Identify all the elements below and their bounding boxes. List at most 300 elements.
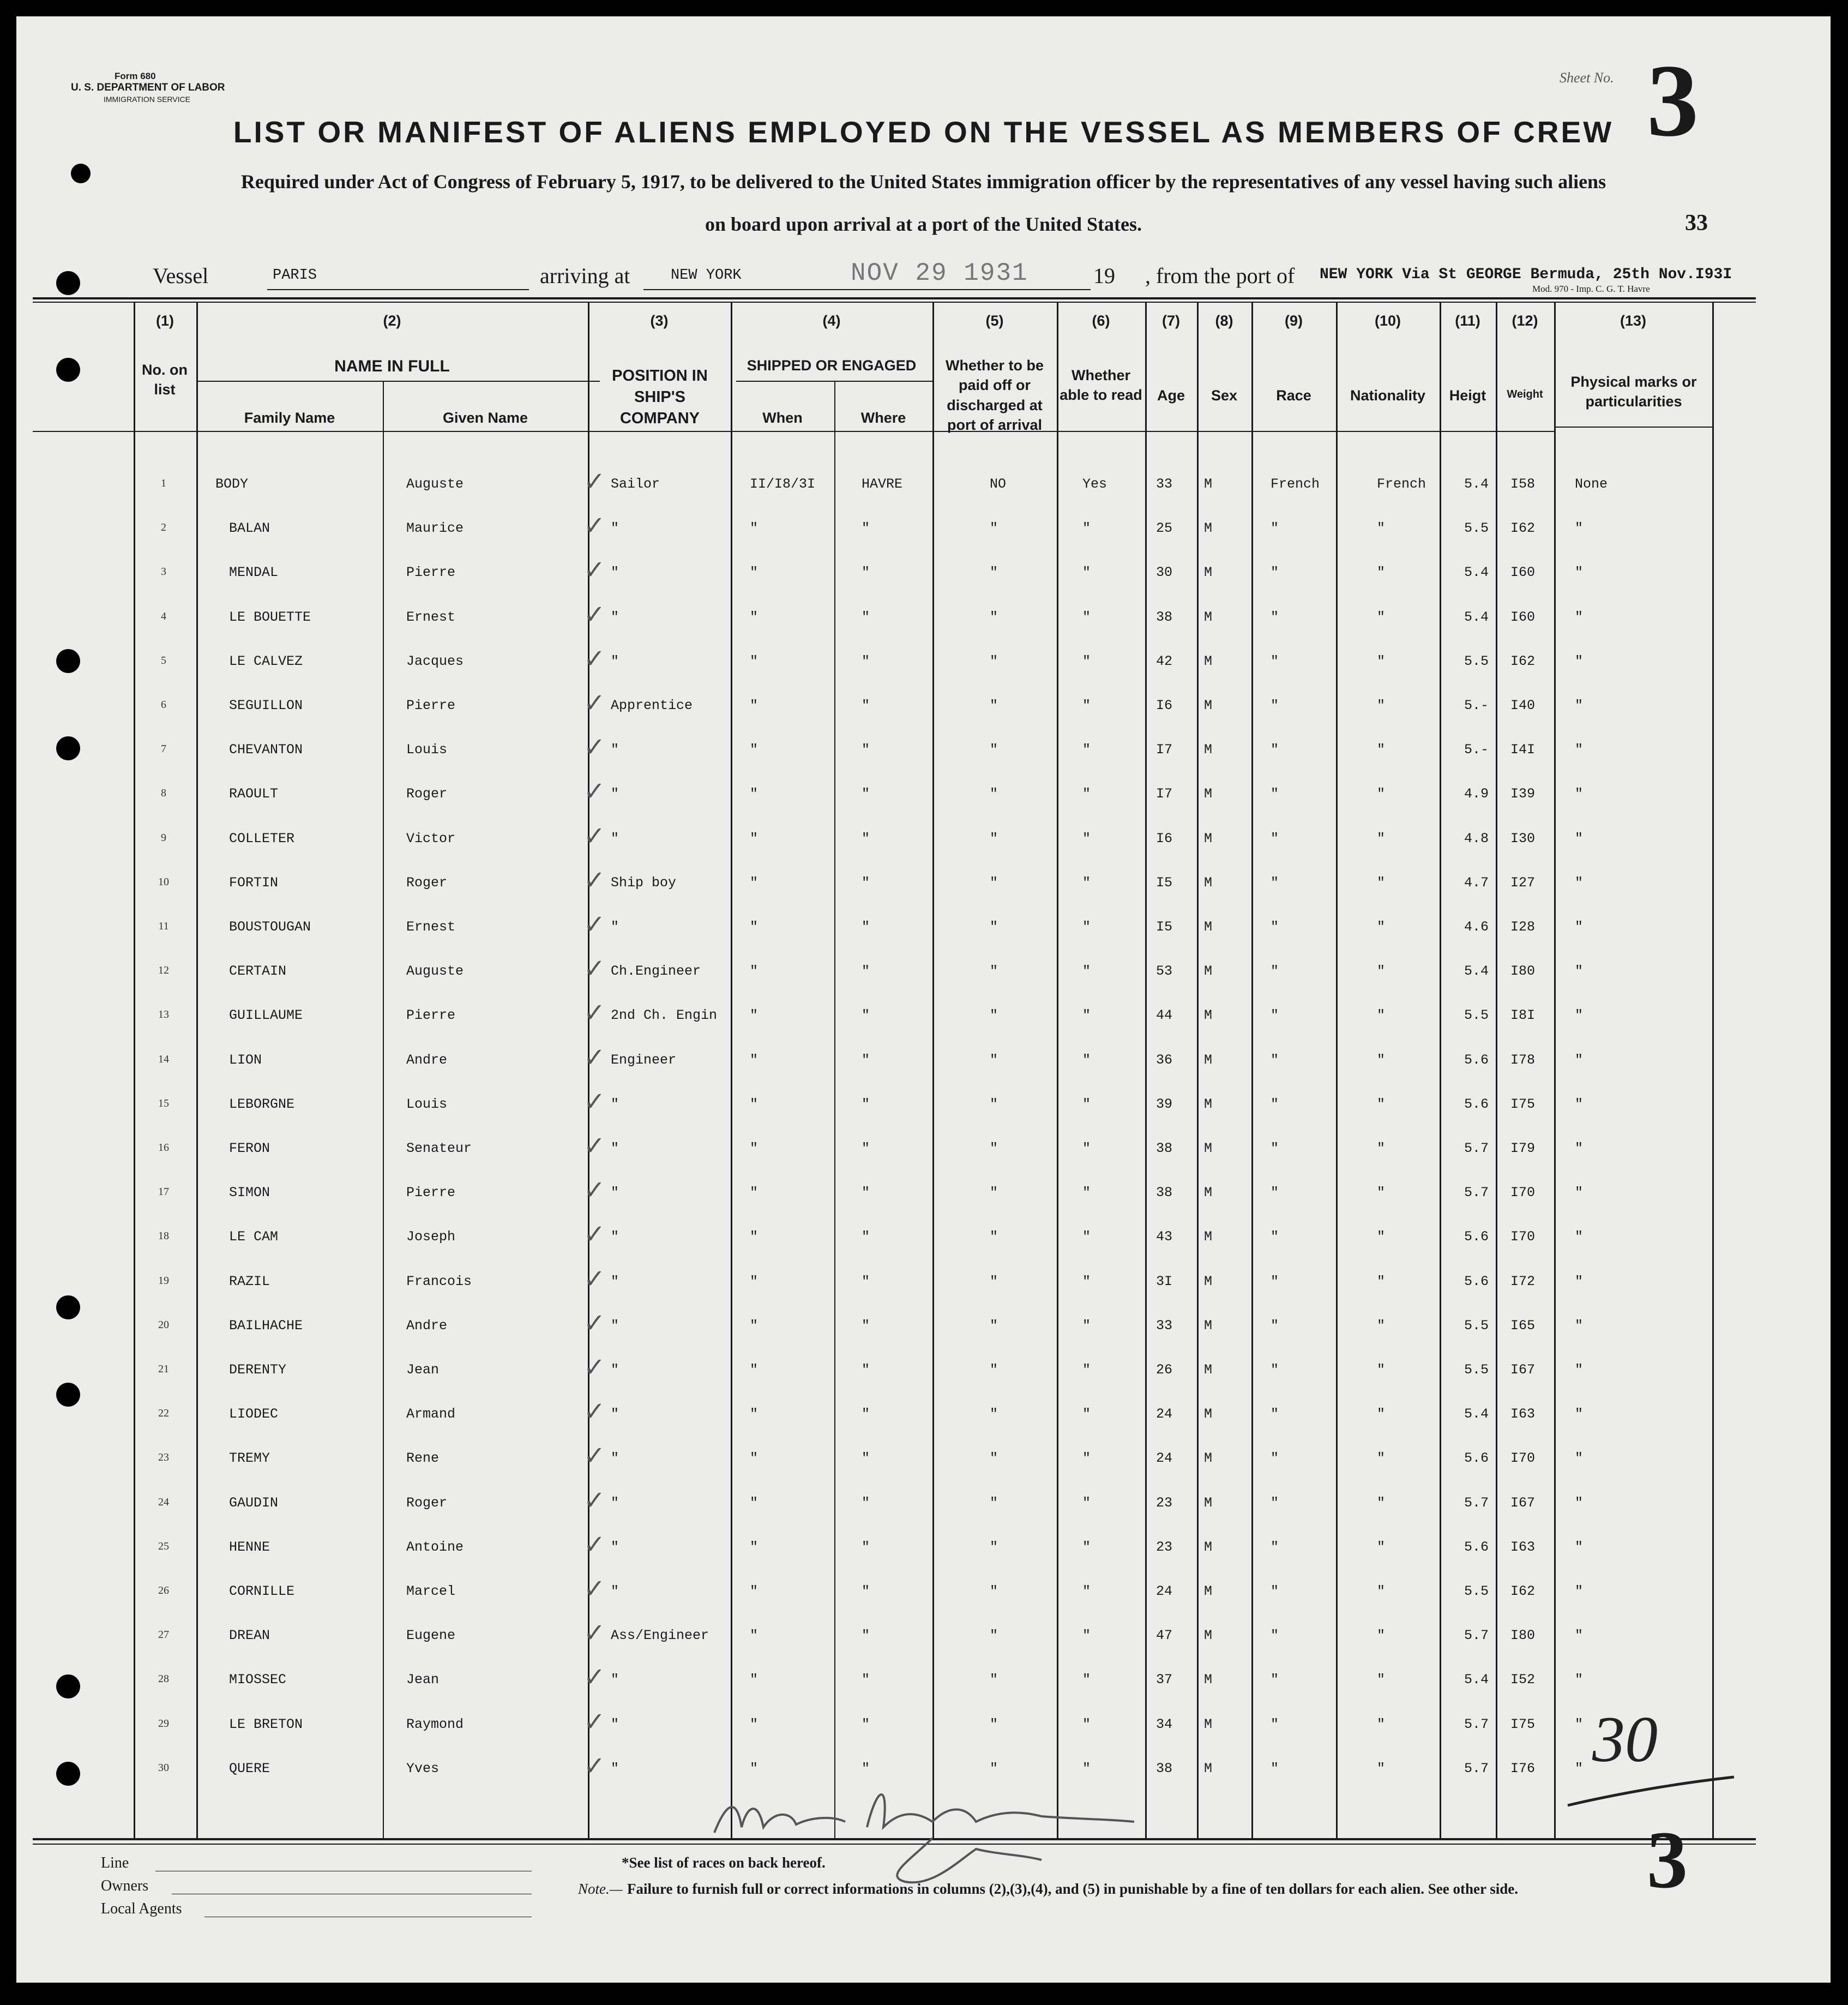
family-name: CHEVANTON [229,742,303,758]
position: " [611,1716,619,1732]
nationality: " [1377,1185,1386,1201]
check-mark: ✓ [583,555,606,586]
paid-off: " [990,1096,998,1112]
physical-marks: " [1575,919,1584,935]
check-mark: ✓ [583,1131,606,1161]
check-mark: ✓ [583,1042,606,1073]
height: 5.5 [1464,520,1489,537]
header-able-to-read: Whether able to read [1060,367,1142,404]
weight: I63 [1510,1406,1536,1422]
when-shipped: " [750,963,759,980]
physical-marks: " [1575,786,1584,802]
able-to-read: " [1082,1672,1091,1688]
paid-off: " [990,1450,998,1467]
nationality: " [1377,1362,1386,1378]
given-name: Rene [406,1450,440,1467]
weight: I58 [1510,476,1536,492]
age: 38 [1156,1185,1173,1201]
nationality: " [1377,963,1386,980]
row-number: 9 [161,831,166,844]
header-weight: Weight [1507,388,1543,400]
when-shipped: " [750,653,759,669]
position: Ship boy [611,874,677,891]
row-number: 24 [158,1496,169,1508]
officer-signature [703,1751,1151,1893]
physical-marks: " [1575,520,1584,537]
position: " [611,609,619,625]
arriving-label: arriving at [540,263,630,288]
given-name: Yves [406,1760,440,1776]
physical-marks: " [1575,874,1584,891]
paid-off: " [990,786,998,802]
sex: M [1204,1760,1213,1776]
nationality: " [1377,1539,1386,1555]
height: 5.6 [1464,1273,1489,1289]
height: 5.4 [1464,1672,1489,1688]
position: Sailor [611,476,660,492]
race: " [1271,565,1279,581]
nationality: " [1377,520,1386,537]
family-name: QUERE [229,1760,270,1776]
handwritten-sheet-number: 3 [1647,1815,1688,1905]
paid-off: " [990,1494,998,1511]
sex: M [1204,1052,1213,1068]
height: 4.7 [1464,874,1489,891]
weight: I63 [1510,1539,1536,1555]
sex: M [1204,1716,1213,1732]
col-8-number: (8) [1215,313,1233,329]
punch-hole [56,649,80,673]
height: 5.7 [1464,1760,1489,1776]
position: " [611,1450,619,1467]
race: " [1271,1716,1279,1732]
row-number: 22 [158,1407,169,1420]
physical-marks: " [1575,1273,1584,1289]
position: " [611,742,619,758]
sex: M [1204,520,1213,537]
physical-marks: " [1575,1007,1584,1024]
footer-owners-label: Owners [101,1877,149,1894]
race: " [1271,1317,1279,1334]
where-shipped: " [862,786,870,802]
position: " [611,565,619,581]
sex: M [1204,1007,1213,1024]
position: " [611,653,619,669]
row-number: 23 [158,1451,169,1464]
when-shipped: " [750,1494,759,1511]
family-name: MIOSSEC [229,1672,287,1688]
given-name: Antoine [406,1539,464,1555]
family-name: RAZIL [229,1273,270,1289]
position: " [611,919,619,935]
position: " [611,1273,619,1289]
sex: M [1204,830,1213,847]
where-shipped: " [862,1052,870,1068]
check-mark: ✓ [583,688,606,718]
given-name: Armand [406,1406,456,1422]
from-port: NEW YORK Via St GEORGE Bermuda, 25th Nov.I93I [1320,266,1732,283]
col-6-number: (6) [1092,313,1110,329]
where-shipped: HAVRE [862,476,903,492]
where-shipped: " [862,1273,870,1289]
given-name: Jacques [406,653,464,669]
nationality: " [1377,1716,1386,1732]
when-shipped: " [750,786,759,802]
sex: M [1204,874,1213,891]
age: 43 [1156,1229,1173,1245]
footer-agents-label: Local Agents [101,1900,182,1917]
when-shipped: " [750,919,759,935]
weight: I70 [1510,1185,1536,1201]
age: I6 [1156,698,1173,713]
check-mark: ✓ [583,820,606,851]
given-name: Victor [406,830,456,847]
where-shipped: " [862,609,870,625]
age: 47 [1156,1628,1173,1644]
nationality: " [1377,1672,1386,1688]
physical-marks: " [1575,963,1584,980]
age: 24 [1156,1450,1173,1467]
able-to-read: " [1082,1273,1091,1289]
row-number: 28 [158,1673,169,1685]
col-3-number: (3) [650,313,669,329]
when-shipped: " [750,1716,759,1732]
paid-off: " [990,1716,998,1732]
race: " [1271,1628,1279,1644]
when-shipped: " [750,1185,759,1201]
punch-hole [56,358,80,382]
given-name: Roger [406,874,448,891]
sex: M [1204,1406,1213,1422]
weight: I70 [1510,1450,1536,1467]
weight: I60 [1510,609,1536,625]
given-name: Jean [406,1672,440,1688]
handwritten-underline [1565,1773,1739,1811]
age: 37 [1156,1672,1173,1688]
when-shipped: " [750,1406,759,1422]
nationality: " [1377,1140,1386,1156]
age: I5 [1156,919,1173,935]
race: " [1271,830,1279,847]
able-to-read: " [1082,1716,1091,1732]
age: 30 [1156,565,1173,581]
race: " [1271,1362,1279,1378]
able-to-read: " [1082,1760,1091,1776]
given-name: Senateur [406,1140,472,1156]
header-age: Age [1157,387,1185,404]
where-shipped: " [862,963,870,980]
family-name: FERON [229,1140,270,1156]
given-name: Pierre [406,565,456,581]
height: 5.7 [1464,1494,1489,1511]
height: 5.5 [1464,653,1489,669]
check-mark: ✓ [583,1086,606,1117]
sheet-label: Sheet No. [1560,70,1614,86]
position: " [611,1672,619,1688]
race: " [1271,1494,1279,1511]
family-name: GUILLAUME [229,1007,303,1024]
position: " [611,1539,619,1555]
able-to-read: " [1082,1185,1091,1201]
sex: M [1204,1140,1213,1156]
paid-off: " [990,520,998,537]
when-shipped: " [750,1583,759,1599]
form-subtitle-1: Required under Act of Congress of February 5, 1917, to be delivered to the United States immigration officer by the representatives of any vessel having such aliens [240,171,1606,193]
header-nationality: Nationality [1350,387,1426,404]
arrival-date-stamp: NOV 29 1931 [851,259,1028,287]
punch-hole [56,1762,80,1786]
col-9-number: (9) [1285,313,1303,329]
nationality: " [1377,1494,1386,1511]
paid-off: NO [990,476,1007,492]
row-number: 30 [158,1761,169,1774]
department-name: U. S. DEPARTMENT OF LABOR [71,82,225,93]
able-to-read: " [1082,653,1091,669]
family-name: LIODEC [229,1406,279,1422]
check-mark: ✓ [583,1263,606,1294]
row-number: 1 [161,477,166,489]
nationality: " [1377,1317,1386,1334]
vessel-label: Vessel [153,263,209,288]
height: 5.6 [1464,1096,1489,1112]
weight: I78 [1510,1052,1536,1068]
header-paid-off: Whether to be paid off or discharged at port of arrival [946,357,1044,434]
sheet-number: 3 [1647,44,1699,158]
physical-marks: " [1575,830,1584,847]
position: " [611,1494,619,1511]
race: " [1271,963,1279,980]
col-7-number: (7) [1162,313,1180,329]
sex: M [1204,963,1213,980]
race: " [1271,1672,1279,1688]
paid-off: " [990,963,998,980]
form-number: Form 680 [115,71,156,81]
sex: M [1204,653,1213,669]
age: 36 [1156,1052,1173,1068]
header-when: When [762,410,803,426]
able-to-read: " [1082,786,1091,802]
where-shipped: " [862,1450,870,1467]
sex: M [1204,609,1213,625]
paid-off: " [990,653,998,669]
paid-off: " [990,565,998,581]
race: " [1271,1096,1279,1112]
race: French [1271,476,1320,492]
able-to-read: " [1082,1583,1091,1599]
when-shipped: " [750,565,759,581]
col-12-number: (12) [1512,313,1538,329]
family-name: FORTIN [229,874,279,891]
given-name: Louis [406,742,448,758]
race: " [1271,1140,1279,1156]
nationality: " [1377,786,1386,802]
col-2-number: (2) [383,313,401,329]
nationality: " [1377,609,1386,625]
height: 5.6 [1464,1052,1489,1068]
height: 5.5 [1464,1317,1489,1334]
penalty-note: Failure to furnish full or correct informations in columns (2),(3),(4), and (5) in punishable by a fine of ten dollars for each alien. See other side. [627,1881,1518,1897]
arriving-port: NEW YORK [671,267,742,284]
check-mark: ✓ [583,776,606,807]
when-shipped: II/I8/3I [750,476,816,492]
where-shipped: " [862,1716,870,1732]
physical-marks: " [1575,1716,1584,1732]
paid-off: " [990,1672,998,1688]
header-sex: Sex [1211,387,1238,404]
weight: I75 [1510,1096,1536,1112]
family-name: SIMON [229,1185,270,1201]
corner-number: 33 [1685,211,1708,236]
when-shipped: " [750,1672,759,1688]
race: " [1271,919,1279,935]
family-name: COLLETER [229,830,295,847]
row-number: 4 [161,610,166,622]
row-number: 14 [158,1053,169,1065]
nationality: " [1377,1760,1386,1776]
given-name: Andre [406,1052,448,1068]
family-name: LE CALVEZ [229,653,303,669]
age: 38 [1156,1760,1173,1776]
given-name: Pierre [406,1007,456,1024]
sex: M [1204,1096,1213,1112]
sex: M [1204,1362,1213,1378]
race: " [1271,1539,1279,1555]
punch-hole [56,736,80,760]
check-mark: ✓ [583,1706,606,1737]
given-name: Ernest [406,609,456,625]
given-name: Pierre [406,698,456,713]
physical-marks: " [1575,565,1584,581]
paid-off: " [990,1539,998,1555]
weight: I80 [1510,963,1536,980]
position: " [611,1140,619,1156]
row-number: 5 [161,654,166,667]
check-mark: ✓ [583,1618,606,1649]
height: 5.6 [1464,1539,1489,1555]
when-shipped: " [750,1229,759,1245]
age: 53 [1156,963,1173,980]
given-name: Jean [406,1362,440,1378]
row-number: 16 [158,1142,169,1154]
header-physical-marks: Physical marks or particularities [1570,374,1697,410]
height: 5.5 [1464,1007,1489,1024]
able-to-read: " [1082,698,1091,713]
check-mark: ✓ [583,1440,606,1472]
position: " [611,786,619,802]
when-shipped: " [750,1628,759,1644]
check-mark: ✓ [583,732,606,763]
given-name: Andre [406,1317,448,1334]
nationality: " [1377,698,1386,713]
height: 5.6 [1464,1229,1489,1245]
row-number: 27 [158,1629,169,1641]
row-number: 19 [158,1274,169,1287]
given-name: Ernest [406,919,456,935]
punch-hole [56,1383,80,1407]
able-to-read: " [1082,1494,1091,1511]
family-name: GAUDIN [229,1494,279,1511]
check-mark: ✓ [583,1307,606,1338]
position: Ass/Engineer [611,1628,709,1644]
check-mark: ✓ [583,953,606,985]
nationality: French [1377,476,1426,492]
where-shipped: " [862,1362,870,1378]
from-port-label: , from the port of [1145,263,1295,288]
header-no-on-list: No. on list [142,362,188,398]
paid-off: " [990,830,998,847]
able-to-read: " [1082,1539,1091,1555]
able-to-read: " [1082,1052,1091,1068]
race: " [1271,1229,1279,1245]
weight: I8I [1510,1007,1536,1024]
able-to-read: " [1082,919,1091,935]
check-mark: ✓ [583,1574,606,1604]
check-mark: ✓ [583,1662,606,1693]
position: Ch.Engineer [611,963,701,980]
check-mark: ✓ [583,643,606,674]
row-number: 7 [161,743,166,755]
row-number: 18 [158,1230,169,1242]
row-number: 10 [158,875,169,888]
printer-note: Mod. 970 - Imp. C. G. T. Havre [1532,284,1650,294]
physical-marks: " [1575,1760,1584,1776]
physical-marks: " [1575,1140,1584,1156]
nationality: " [1377,1450,1386,1467]
age: 33 [1156,476,1173,492]
races-note: *See list of races on back hereof. [622,1854,826,1871]
where-shipped: " [862,919,870,935]
race: " [1271,1185,1279,1201]
physical-marks: " [1575,1494,1584,1511]
age: 25 [1156,520,1173,537]
note-label: Note.— [578,1881,623,1897]
form-subtitle-2: on board upon arrival at a port of the United States. [705,213,1142,235]
weight: I67 [1510,1362,1536,1378]
weight: I60 [1510,565,1536,581]
sex: M [1204,565,1213,581]
physical-marks: " [1575,1096,1584,1112]
physical-marks: " [1575,609,1584,625]
paid-off: " [990,919,998,935]
check-mark: ✓ [583,909,606,940]
able-to-read: Yes [1082,476,1107,492]
weight: I70 [1510,1229,1536,1245]
given-name: Francois [406,1273,472,1289]
height: 5.4 [1464,565,1489,581]
physical-marks: " [1575,1628,1584,1644]
family-name: LE CAM [229,1229,279,1245]
row-number: 8 [161,787,166,800]
when-shipped: " [750,1362,759,1378]
physical-marks: " [1575,1185,1584,1201]
family-name: MENDAL [229,565,279,581]
family-name: CERTAIN [229,963,287,980]
height: 5.7 [1464,1716,1489,1732]
race: " [1271,1450,1279,1467]
paid-off: " [990,742,998,758]
family-name: LE BRETON [229,1716,303,1732]
weight: I30 [1510,830,1536,847]
nationality: " [1377,565,1386,581]
where-shipped: " [862,1583,870,1599]
col-1-number: (1) [156,313,174,329]
header-height: Heigt [1449,387,1486,404]
age: 23 [1156,1494,1173,1511]
row-number: 26 [158,1584,169,1596]
nationality: " [1377,1052,1386,1068]
sex: M [1204,1317,1213,1334]
race: " [1271,874,1279,891]
